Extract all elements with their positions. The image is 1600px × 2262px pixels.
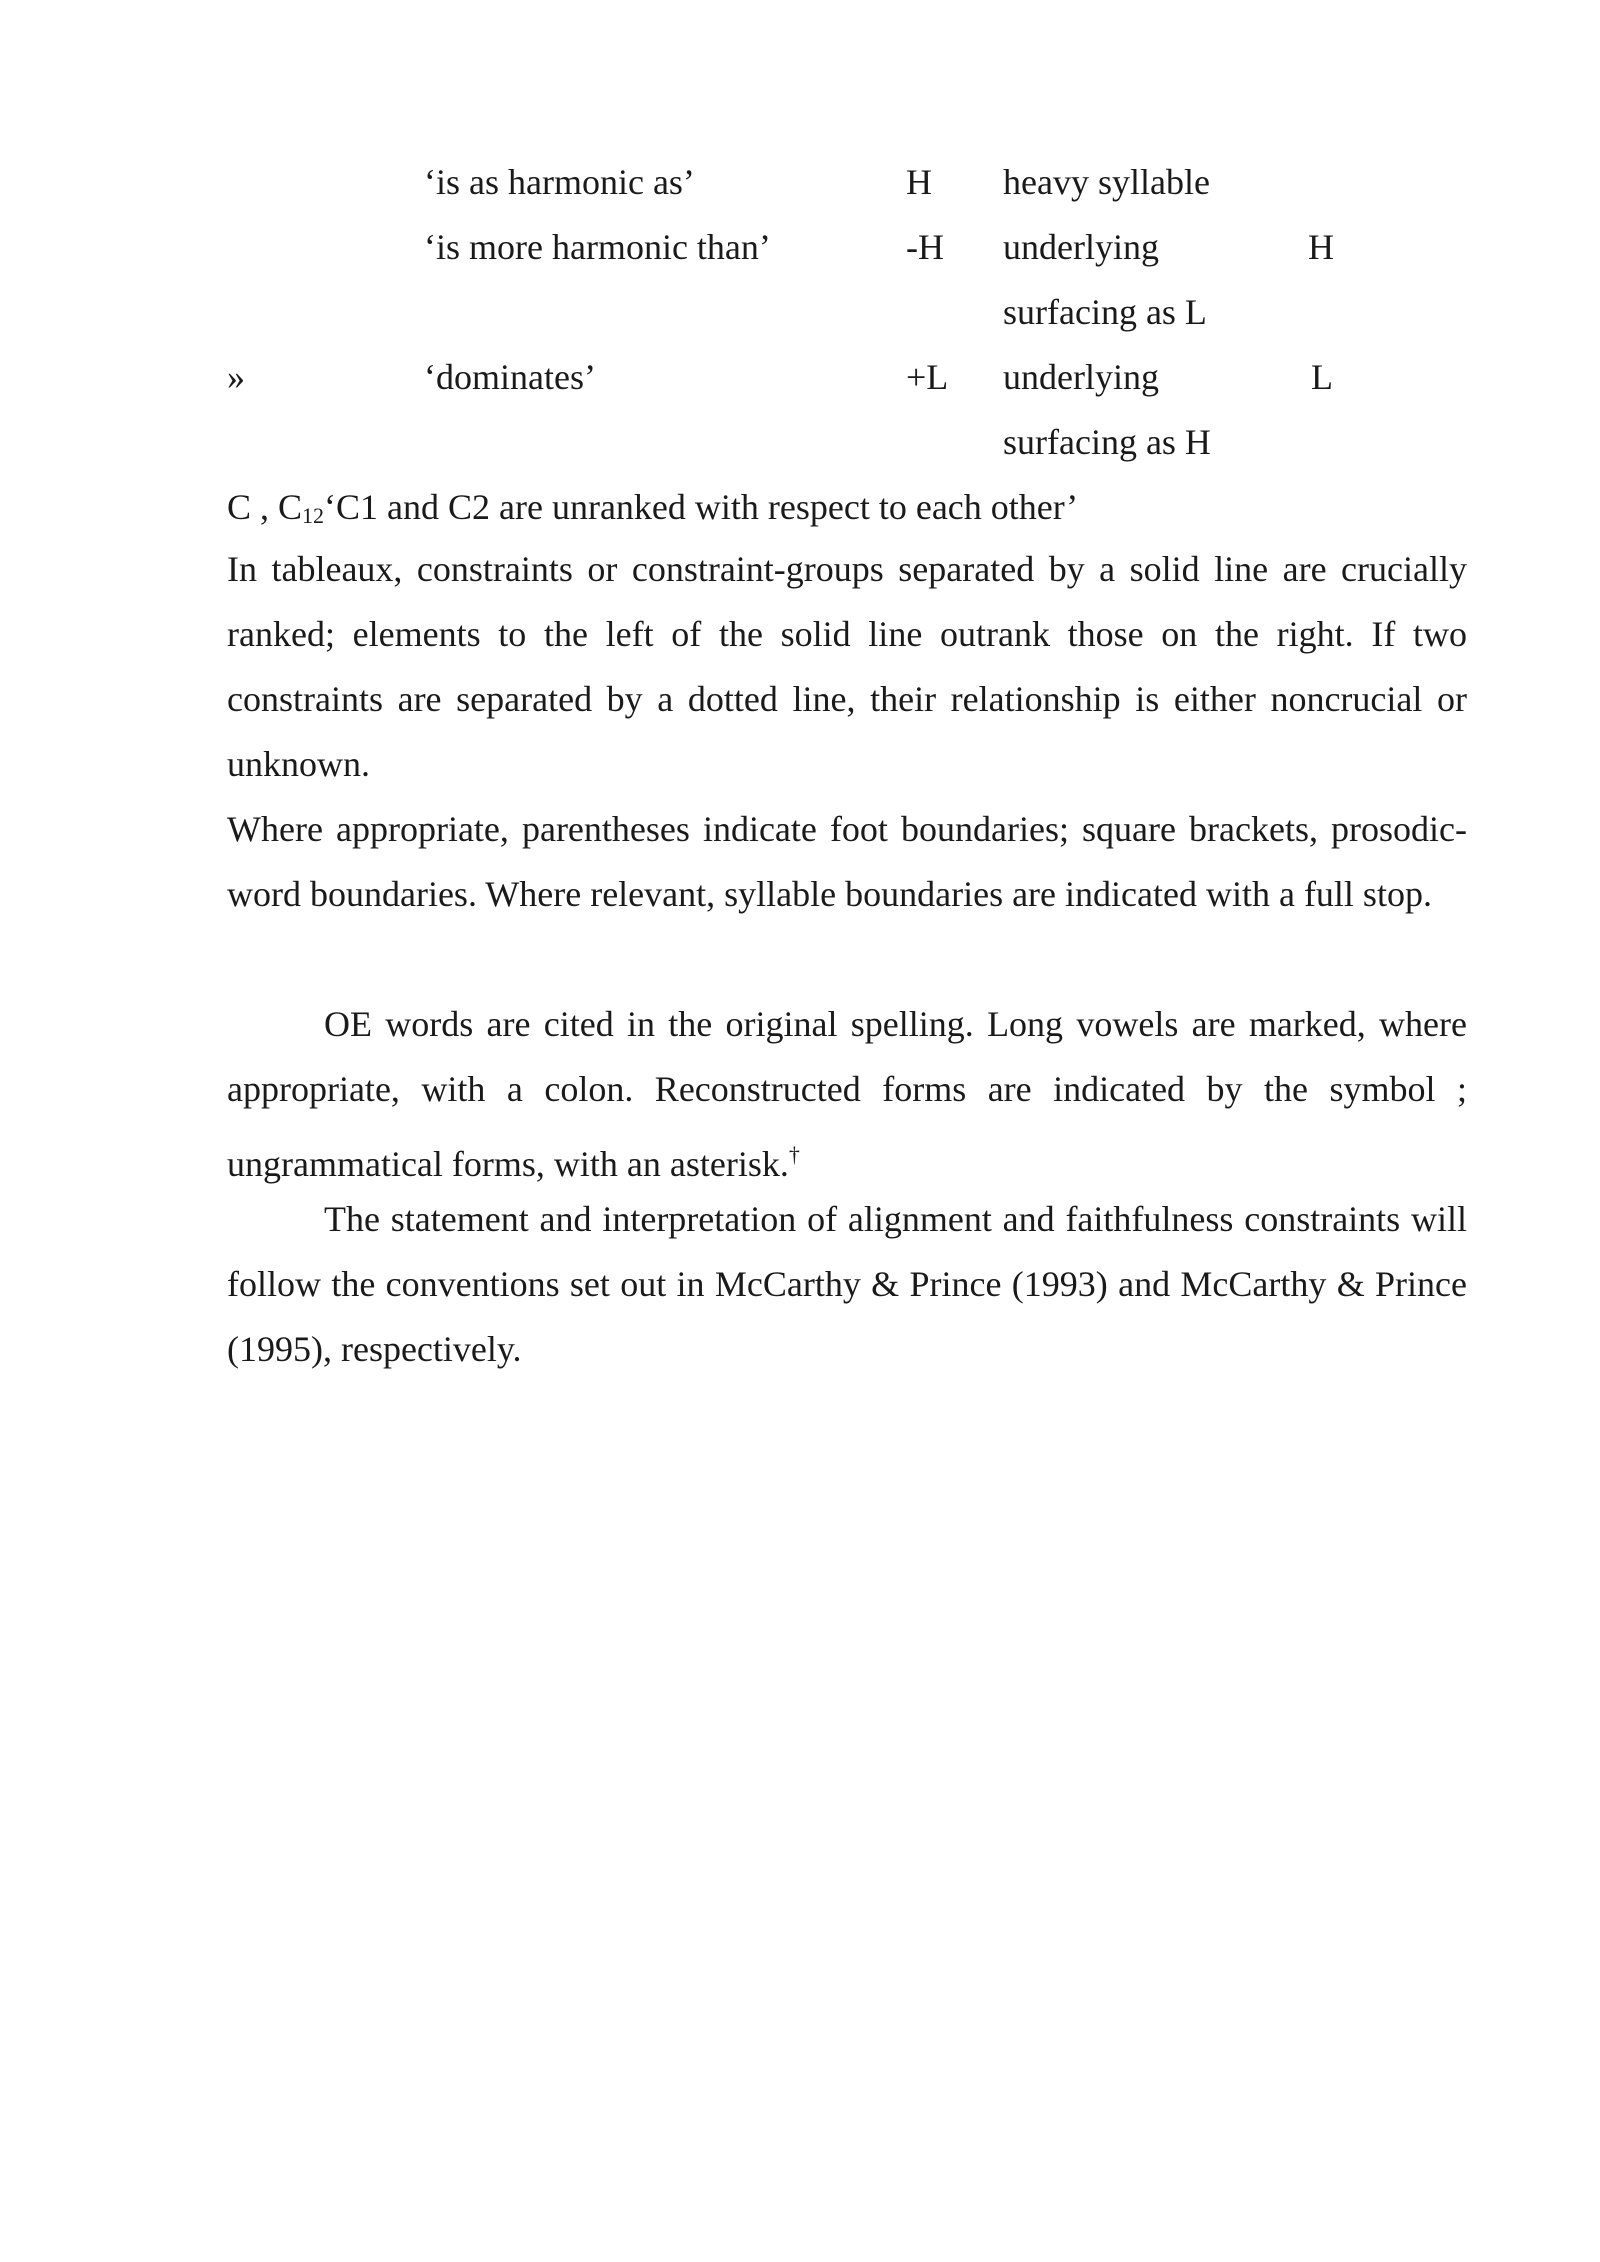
paragraph-brackets: Where appropriate, parentheses indicate foot boundaries; square brackets, prosodic-word boundaries. Where relevant, syllable boundaries are indicated with a full stop. bbox=[227, 809, 1467, 914]
legend-abbr: -H bbox=[906, 227, 944, 267]
legend-extra: L bbox=[1311, 357, 1333, 397]
legend-desc: underlying bbox=[1003, 357, 1159, 397]
legend-symbol: » bbox=[227, 357, 245, 397]
legend-extra: H bbox=[1308, 227, 1334, 267]
paragraph-tableaux: In tableaux, constraints or constraint-groups separated by a solid line are crucially ranked; elements to the left of the solid line outrank those on the right. If two constraints are separated by a dotted line, their relationship is either noncrucial or unknown. bbox=[227, 549, 1467, 784]
legend-meaning: ‘is as harmonic as’ bbox=[424, 162, 695, 202]
paragraph-oe-words-text: OE words are cited in the original spelling. Long vowels are marked, where appropriate, with a colon. Reconstructed forms are indicated by the symbol ; ungrammatical forms, with an asterisk. bbox=[227, 1004, 1467, 1184]
legend-abbr: H bbox=[906, 162, 932, 202]
unranked-text: ‘C1 and C2 are unranked with respect to each other’ bbox=[324, 487, 1079, 527]
legend-meaning: ‘is more harmonic than’ bbox=[424, 227, 771, 267]
unranked-definition bbox=[227, 489, 1078, 527]
unranked-subscript: 12 bbox=[302, 503, 325, 528]
legend-desc: underlying bbox=[1003, 227, 1159, 267]
paragraph-oe-words bbox=[227, 992, 1467, 1197]
legend-desc: heavy syllable bbox=[1003, 162, 1210, 202]
legend-desc: surfacing as H bbox=[1003, 422, 1211, 462]
footnote-mark: † bbox=[788, 1142, 800, 1167]
unranked-prefix: C , C bbox=[227, 487, 303, 527]
legend-desc: surfacing as L bbox=[1003, 292, 1207, 332]
legend-meaning: ‘dominates’ bbox=[424, 357, 596, 397]
paragraph-conventions: The statement and interpretation of alignment and faithfulness constraints will follow the conventions set out in McCarthy & Prince (1993) and McCarthy & Prince (1995), respectively. bbox=[227, 1199, 1467, 1369]
legend-abbr: +L bbox=[906, 357, 949, 397]
